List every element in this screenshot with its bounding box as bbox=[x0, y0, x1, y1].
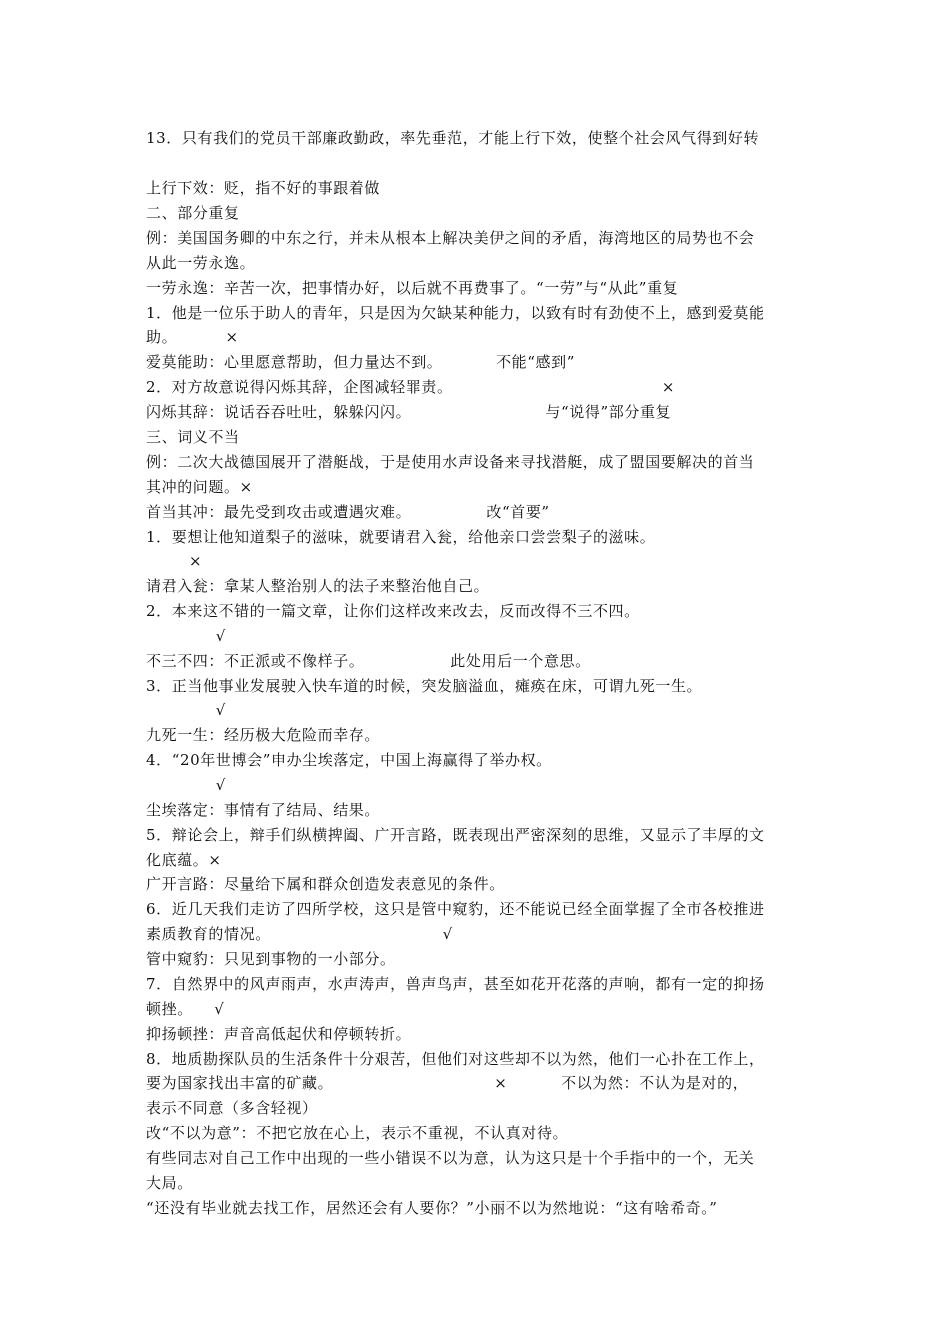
text-line: 1．他是一位乐于助人的青年，只是因为欠缺某种能力，以致有时有劲使不上，感到爱莫能 bbox=[146, 304, 765, 322]
text-line: 尘埃落定：事情有了结局、结果。 bbox=[146, 801, 381, 819]
text-line: 例：美国国务卿的中东之行，并未从根本上解决美伊之间的矛盾，海湾地区的局势也不会 bbox=[146, 229, 755, 247]
mark-line: √ bbox=[146, 701, 226, 719]
text-line: 抑扬顿挫：声音高低起伏和停顿转折。 bbox=[146, 1025, 412, 1043]
text-line: 3．正当他事业发展驶入快车道的时候，突发脑溢血，瘫痪在床，可谓九死一生。 bbox=[146, 677, 703, 695]
text-line: 上行下效：贬，指不好的事跟着做 bbox=[146, 179, 381, 197]
mark-line: × bbox=[146, 552, 203, 570]
text-line: 首当其冲：最先受到攻击或遭遇灾难。 改“首要” bbox=[146, 503, 550, 521]
mark-line: √ bbox=[146, 627, 226, 645]
text-line: 有些同志对自己工作中出现的一些小错误不以为意，认为这只是十个手指中的一个，无关 bbox=[146, 1149, 755, 1167]
text-line: 6．近几天我们走访了四所学校，这只是管中窥豹，还不能说已经全面掌握了全市各校推进 bbox=[146, 900, 765, 918]
text-line: 4．“20年世博会”申办尘埃落定，中国上海赢得了举办权。 bbox=[146, 751, 552, 769]
text-line: 爱莫能助：心里愿意帮助，但力量达不到。 不能“感到” bbox=[146, 353, 576, 371]
text-line: “还没有毕业就去找工作，居然还会有人要你？”小丽不以为然地说：“这有啥希奇。” bbox=[146, 1199, 718, 1217]
text-line: 要为国家找出丰富的矿藏。 × 不以为然：不认为是对的， bbox=[146, 1074, 749, 1092]
text-line: 从此一劳永逸。 bbox=[146, 254, 256, 272]
mark-line: √ bbox=[146, 776, 226, 794]
text-line: 助。 × bbox=[146, 328, 239, 346]
text-line: 1．要想让他知道梨子的滋味，就要请君入瓮，给他亲口尝尝梨子的滋味。 bbox=[146, 528, 656, 546]
text-line: 7．自然界中的风声雨声，水声涛声，兽声鸟声，甚至如花开花落的声响，都有一定的抑扬 bbox=[146, 975, 765, 993]
text-line: 8．地质勘探队员的生活条件十分艰苦，但他们对这些却不以为然，他们一心扑在工作上， bbox=[146, 1050, 765, 1068]
text-line: 一劳永逸：辛苦一次，把事情办好，以后就不再费事了。“一劳”与“从此”重复 bbox=[146, 279, 679, 297]
text-line: 素质教育的情况。 √ bbox=[146, 925, 453, 943]
text-line: 5．辩论会上，辩手们纵横捭阖、广开言路，既表现出严密深刻的思维，又显示了丰厚的文 bbox=[146, 826, 765, 844]
text-line: 化底蕴。× bbox=[146, 851, 222, 869]
text-line: 九死一生：经历极大危险而幸存。 bbox=[146, 726, 381, 744]
text-line: 2．本来这不错的一篇文章，让你们这样改来改去，反而改得不三不四。 bbox=[146, 602, 640, 620]
text-line: 请君入瓮：拿某人整治别人的法子来整治他自己。 bbox=[146, 577, 490, 595]
text-line: 其冲的问题。× bbox=[146, 478, 253, 496]
text-line: 闪烁其辞：说话吞吞吐吐，躲躲闪闪。 与“说得”部分重复 bbox=[146, 403, 672, 421]
section-heading: 二、部分重复 bbox=[146, 204, 240, 222]
text-line: 表示不同意（多含轻视） bbox=[146, 1099, 318, 1117]
text-line: 顿挫。 √ bbox=[146, 1000, 225, 1018]
text-line: 例：二次大战德国展开了潜艇战，于是使用水声设备来寻找潜艇，成了盟国要解决的首当 bbox=[146, 453, 755, 471]
text-line: 大局。 bbox=[146, 1174, 193, 1192]
section-heading: 三、词义不当 bbox=[146, 428, 240, 446]
text-line: 改“不以为意”：不把它放在心上，表示不重视，不认真对待。 bbox=[146, 1124, 569, 1142]
text-line: 广开言路：尽量给下属和群众创造发表意见的条件。 bbox=[146, 875, 505, 893]
text-line: 13．只有我们的党员干部廉政勤政，率先垂范，才能上行下效，使整个社会风气得到好转 bbox=[146, 129, 760, 147]
text-line: 不三不四：不正派或不像样子。 此处用后一个意思。 bbox=[146, 652, 591, 670]
text-line: 管中窥豹：只见到事物的一小部分。 bbox=[146, 950, 396, 968]
text-line: 2．对方故意说得闪烁其辞，企图减轻罪责。 × bbox=[146, 378, 676, 396]
